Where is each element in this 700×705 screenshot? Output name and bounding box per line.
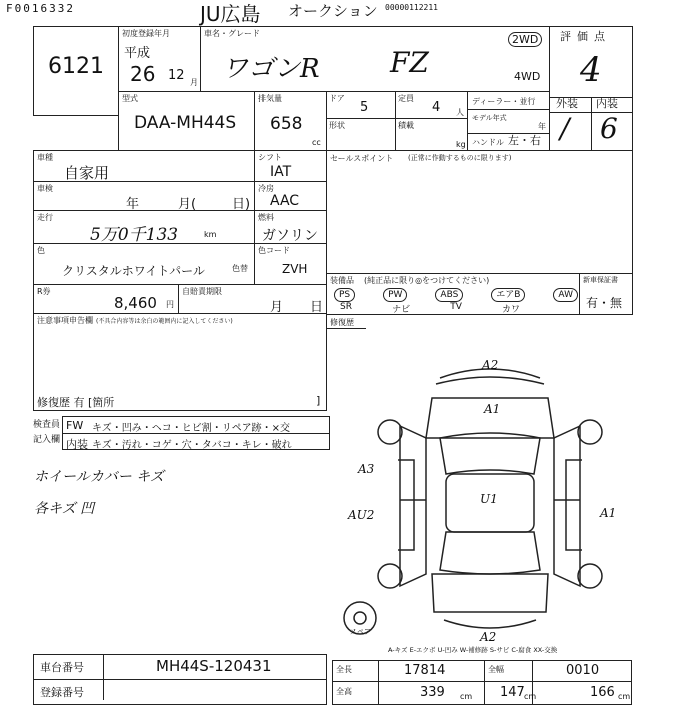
chassis-label: 車台番号	[40, 661, 84, 674]
option-aw: AW	[553, 288, 578, 302]
inspector-row1-label: FW	[66, 419, 84, 432]
option-abs: ABS	[435, 288, 463, 302]
model-value: DAA-MH44S	[134, 113, 237, 133]
chassis-value: MH44S-120431	[156, 657, 272, 675]
inspector-row2: キズ・汚れ・コゲ・穴・タバコ・キレ・破れ	[92, 440, 292, 451]
insurance-month: 月	[270, 300, 284, 315]
diagram-legend: A-キズ E-エクボ U-凹み W-補修跡 S-サビ C-腐食 XX-交換	[388, 646, 558, 654]
repair-bracket: ]	[316, 394, 321, 407]
vehicle-name: ワゴンR	[222, 54, 320, 84]
mark-a2-top: A2	[482, 358, 499, 372]
height-value: 339	[420, 685, 445, 700]
notes-label: 注意事項申告欄	[37, 316, 93, 325]
option-ps: PS	[334, 288, 355, 302]
header-serial: F0016332	[6, 2, 75, 15]
mark-a1-hood: A1	[484, 402, 501, 416]
mark-a1-right: A1	[600, 506, 617, 520]
header-auction-name: JU広島	[200, 2, 261, 26]
mark-a3-left: A3	[358, 462, 375, 476]
load-label: 積載	[398, 121, 414, 130]
tax-unit: 円	[166, 300, 174, 309]
option-tv: TV	[450, 302, 462, 312]
inspection-box	[33, 181, 255, 211]
height-label: 全高	[336, 687, 352, 696]
tax-label: R券	[37, 287, 51, 296]
width-label: 全幅	[488, 665, 504, 674]
new-car-value: 有・無	[586, 296, 623, 310]
equipment-options	[334, 288, 578, 302]
fuel-label: 燃料	[258, 213, 274, 222]
displacement-value: 658	[270, 114, 303, 134]
color-change-label: 色替	[232, 264, 248, 273]
val2-value: 147	[500, 685, 525, 700]
mark-au2-left: AU2	[348, 508, 375, 522]
notes-sub: (不具合内容等は余白の範囲内に記入してください)	[96, 318, 233, 325]
lot-number: 6121	[48, 54, 104, 79]
mileage-value: 5万0千133	[90, 225, 179, 245]
sales-note: (正常に作動するものに限ります)	[408, 154, 512, 162]
length-value: 17814	[404, 663, 446, 678]
registration-label: 初度登録年月	[122, 29, 170, 38]
capacity-label: 定員	[398, 94, 414, 103]
option-pw: PW	[383, 288, 407, 302]
registration-era: 平成	[124, 46, 151, 61]
interior-grade: 6	[600, 112, 618, 145]
model-year-unit: 年	[538, 122, 546, 131]
doors-label: ドア	[329, 94, 345, 103]
score-value: 4	[580, 50, 602, 90]
vehicle-grade: FZ	[390, 46, 429, 79]
mileage-unit: km	[204, 230, 217, 239]
inspection-month: 月(	[178, 197, 197, 212]
color-code-value: ZVH	[282, 262, 308, 276]
ac-label: 冷房	[258, 184, 274, 193]
mark-a2-bottom: A2	[480, 630, 497, 644]
registration-month-unit: 月	[190, 78, 198, 87]
option-leather: カワ	[501, 305, 520, 315]
sales-label: セールスポイント	[330, 154, 394, 163]
drive-2wd: 2WD	[508, 32, 542, 47]
header-auction-sub: オークション	[288, 2, 378, 20]
handle-label: ハンドル	[472, 138, 504, 147]
color-label: 色	[37, 246, 45, 255]
insurance-label: 自賠責期限	[182, 287, 222, 296]
color-value: クリスタルホワイトパール	[62, 264, 205, 278]
form-label: 形状	[329, 121, 345, 130]
mark-u1-roof: U1	[480, 492, 498, 506]
capacity-unit: 人	[456, 108, 464, 117]
equipment-label: 装備品	[330, 276, 354, 285]
reg-label: 登録番号	[40, 686, 84, 699]
tax-value: 8,460	[114, 294, 157, 312]
width-value: 0010	[566, 663, 600, 678]
mileage-label: 走行	[37, 213, 53, 222]
fuel-value: ガソリン	[262, 228, 318, 244]
handwritten-note-2: 各キズ 凹	[34, 501, 95, 517]
handwritten-note-1: ホイールカバー キズ	[34, 469, 164, 485]
model-year-label: モデル年式	[472, 114, 507, 122]
val2-unit: cm	[524, 692, 537, 701]
registration-year: 26	[130, 62, 156, 86]
doors-value: 5	[360, 100, 369, 115]
header-small-code: 00000112211	[385, 3, 438, 12]
length-label: 全長	[336, 665, 352, 674]
new-car-label: 新車保証書	[583, 276, 618, 284]
height-unit: cm	[460, 692, 473, 701]
inspector-label-2: 記入欄	[33, 435, 61, 445]
score-label: 評価点	[560, 30, 611, 43]
insurance-day: 日	[310, 300, 324, 315]
option-navi: ナビ	[392, 305, 411, 315]
handle-value: 左・右	[508, 134, 541, 147]
equipment-note: (純正品に限り◎をつけてください)	[364, 276, 490, 285]
inspection-label: 車検	[37, 184, 53, 193]
displacement-unit: cc	[312, 138, 321, 147]
val3-unit: cm	[618, 692, 631, 701]
shift-label: シフト	[258, 153, 282, 162]
load-unit: kg	[456, 140, 466, 149]
option-sr: SR	[340, 302, 352, 312]
vehicle-name-label: 車名・グレード	[204, 29, 260, 38]
registration-month: 12	[168, 68, 185, 83]
color-code-label: 色コード	[258, 246, 290, 255]
exterior-label: 外装	[556, 97, 578, 110]
shift-value: IAT	[270, 164, 292, 180]
repair-history: 修復歴 有 [箇所	[37, 396, 115, 409]
header-bar	[0, 0, 700, 26]
usage-value: 自家用	[64, 164, 110, 182]
usage-label: 車種	[37, 153, 53, 162]
equipment-options-2	[340, 302, 520, 315]
spare-label: スペア	[350, 628, 371, 636]
capacity-value: 4	[432, 100, 441, 115]
drive-4wd: 4WD	[514, 70, 541, 83]
doors-box	[326, 91, 468, 151]
model-label: 型式	[122, 94, 138, 103]
inspection-day: 日)	[232, 197, 251, 212]
inspection-year: 年	[126, 197, 140, 212]
dealer-label: ディーラー・並行	[472, 97, 536, 106]
inspector-row2-label: 内装	[66, 438, 88, 451]
ac-value: AAC	[270, 193, 300, 209]
inspector-label-1: 検査員	[33, 420, 61, 430]
repair-label: 修復歴	[330, 318, 354, 327]
option-airbag: エアB	[491, 288, 525, 302]
exterior-grade: /	[560, 112, 570, 145]
val3-value: 166	[590, 685, 615, 700]
inspector-row1: キズ・凹み・ヘコ・ヒビ割・リペア跡・×交	[92, 423, 290, 434]
interior-label: 内装	[596, 97, 618, 110]
sales-box	[326, 150, 633, 274]
displacement-label: 排気量	[258, 94, 282, 103]
